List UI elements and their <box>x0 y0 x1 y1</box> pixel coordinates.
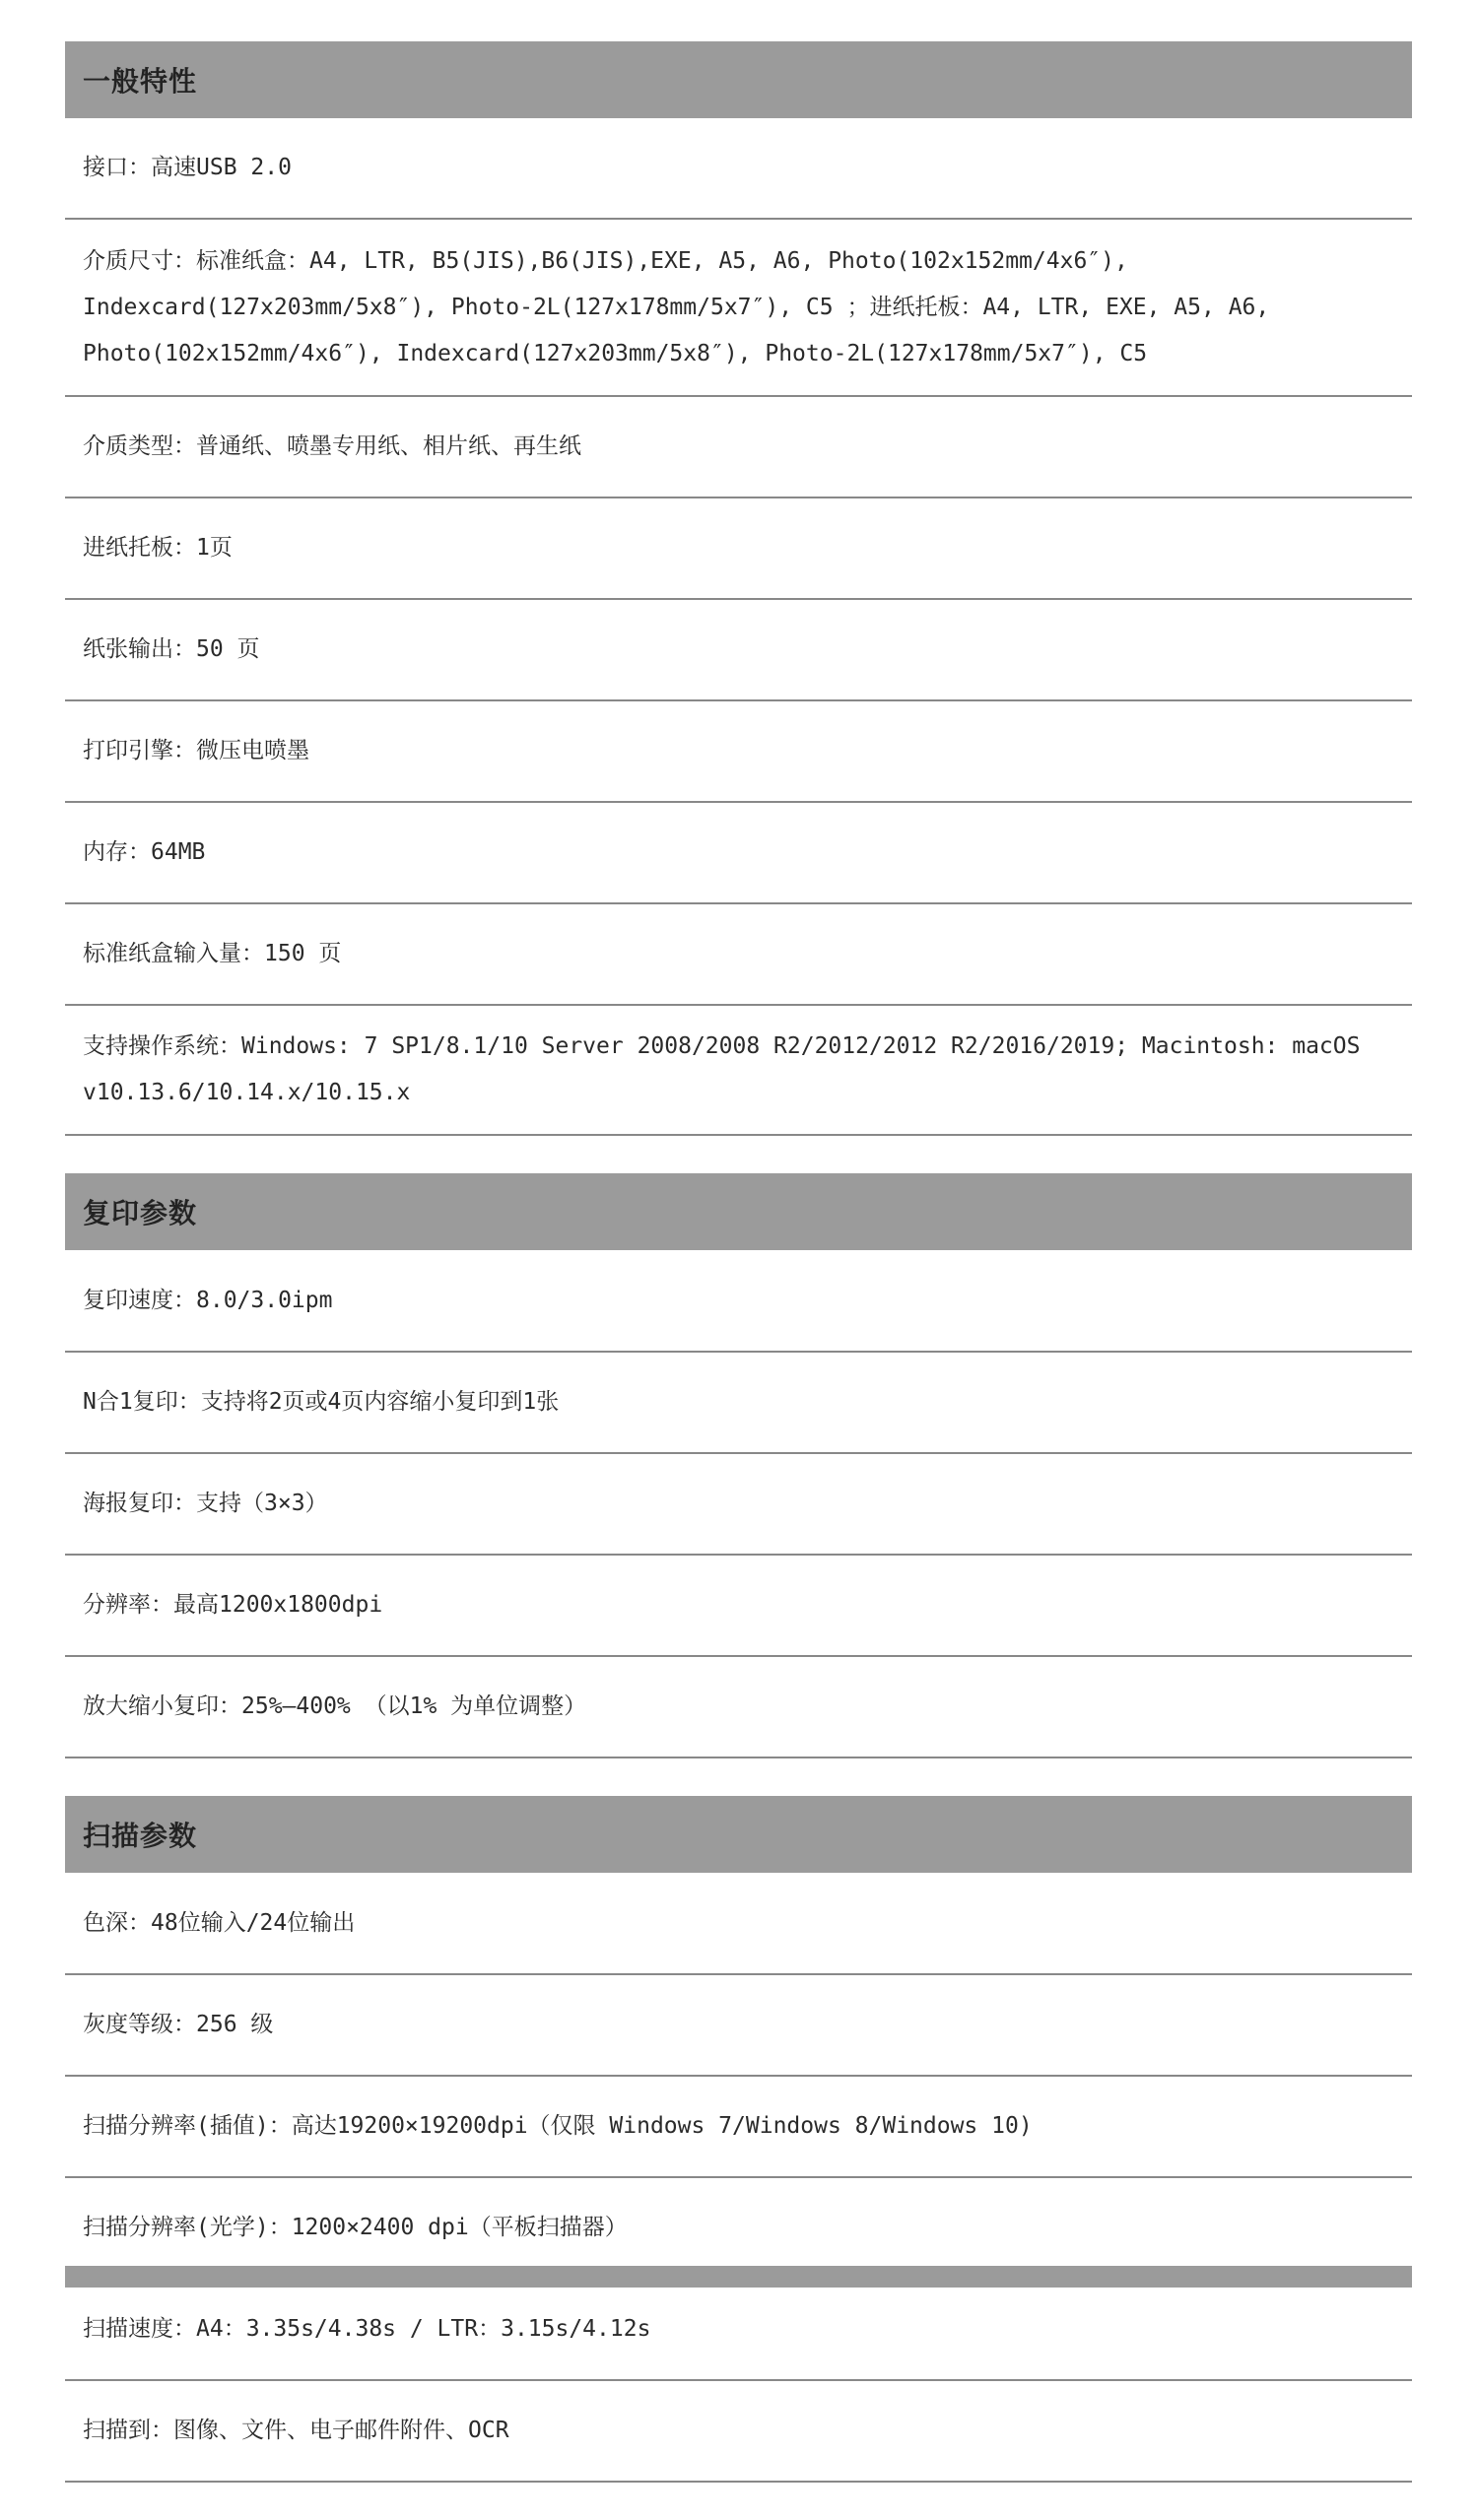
spec-row-text: 扫描到：图像、文件、电子邮件附件、OCR <box>83 2418 509 2443</box>
section-header <box>65 1796 1412 1873</box>
spec-row-text: 打印引擎：微压电喷墨 <box>83 738 309 763</box>
spec-row <box>65 1250 1412 1353</box>
spec-row <box>65 2381 1412 2483</box>
section-title: 一般特性 <box>83 65 198 98</box>
spec-row <box>65 118 1412 220</box>
section-scan <box>65 1796 1412 2483</box>
section-header <box>65 1173 1412 1250</box>
spec-page <box>65 41 1412 2520</box>
spec-row <box>65 1353 1412 1454</box>
spec-row-text: 复印速度：8.0/3.0ipm <box>83 1287 333 1313</box>
spec-row-text: 扫描分辨率(插值)：高达19200×19200dpi（仅限 Windows 7/Windows 8/Windows 10) <box>83 2113 1033 2139</box>
spec-row <box>65 397 1412 498</box>
spec-row-text: 内存：64MB <box>83 839 206 865</box>
spec-row <box>65 803 1412 904</box>
spec-row <box>65 220 1412 397</box>
spec-row-text: 标准纸盒输入量：150 页 <box>83 941 342 966</box>
spec-row-text: N合1复印：支持将2页或4页内容缩小复印到1张 <box>83 1389 560 1415</box>
spec-row <box>65 1556 1412 1657</box>
spec-row <box>65 1006 1412 1136</box>
spec-row-text: 扫描速度：A4：3.35s/4.38s / LTR：3.15s/4.12s <box>83 2316 651 2342</box>
section-header <box>65 41 1412 118</box>
spec-row-text: 海报复印：支持（3×3） <box>83 1491 328 1516</box>
spec-row <box>65 1454 1412 1556</box>
spec-row <box>65 904 1412 1006</box>
spec-row-text: 放大缩小复印：25%—400% （以1% 为单位调整） <box>83 1693 587 1719</box>
spec-row-text: 接口：高速USB 2.0 <box>83 155 292 180</box>
section-general <box>65 41 1412 1136</box>
spec-row-text: 支持操作系统：Windows: 7 SP1/8.1/10 Server 2008/2008 R2/2012/2012 R2/2016/2019; Macintosh: macOS v10.13.6/10.14.x/10.15.x <box>83 1033 1361 1105</box>
spec-row-text: 扫描分辨率(光学)：1200×2400 dpi（平板扫描器） <box>83 2215 628 2240</box>
spec-row-text: 介质尺寸：标准纸盒：A4, LTR, B5(JIS),B6(JIS),EXE, A5, A6, Photo(102x152mm/4x6″), Indexcard(127x203mm/5x8″), Photo-2L(127x178mm/5x7″), C5 ；进纸托板：A4, LTR, EXE, A5, A6, Photo(102x152mm/4x6″), Indexcard(127x203mm/5x8″), Photo-2L(127x178mm/5x7″), C5 <box>83 247 1270 366</box>
spec-row <box>65 701 1412 803</box>
spec-row <box>65 2077 1412 2178</box>
spec-row-text: 分辨率：最高1200x1800dpi <box>83 1592 383 1618</box>
spec-row <box>65 2178 1412 2280</box>
section-copy <box>65 1173 1412 1758</box>
spec-row-text: 灰度等级：256 级 <box>83 2012 274 2037</box>
spec-row <box>65 600 1412 701</box>
spec-row-text: 纸张输出：50 页 <box>83 636 260 662</box>
spec-row <box>65 1975 1412 2077</box>
spec-row <box>65 2280 1412 2381</box>
section-title: 复印参数 <box>83 1197 198 1229</box>
spec-row-text: 色深：48位输入/24位输出 <box>83 1909 356 1936</box>
spec-row <box>65 1873 1412 1975</box>
spec-row-text: 进纸托板：1页 <box>83 535 233 561</box>
spec-row-text: 介质类型：普通纸、喷墨专用纸、相片纸、再生纸 <box>83 433 581 459</box>
spec-row <box>65 498 1412 600</box>
next-section-header <box>65 2266 1412 2288</box>
section-title: 扫描参数 <box>83 1820 198 1852</box>
spec-row <box>65 1657 1412 1758</box>
